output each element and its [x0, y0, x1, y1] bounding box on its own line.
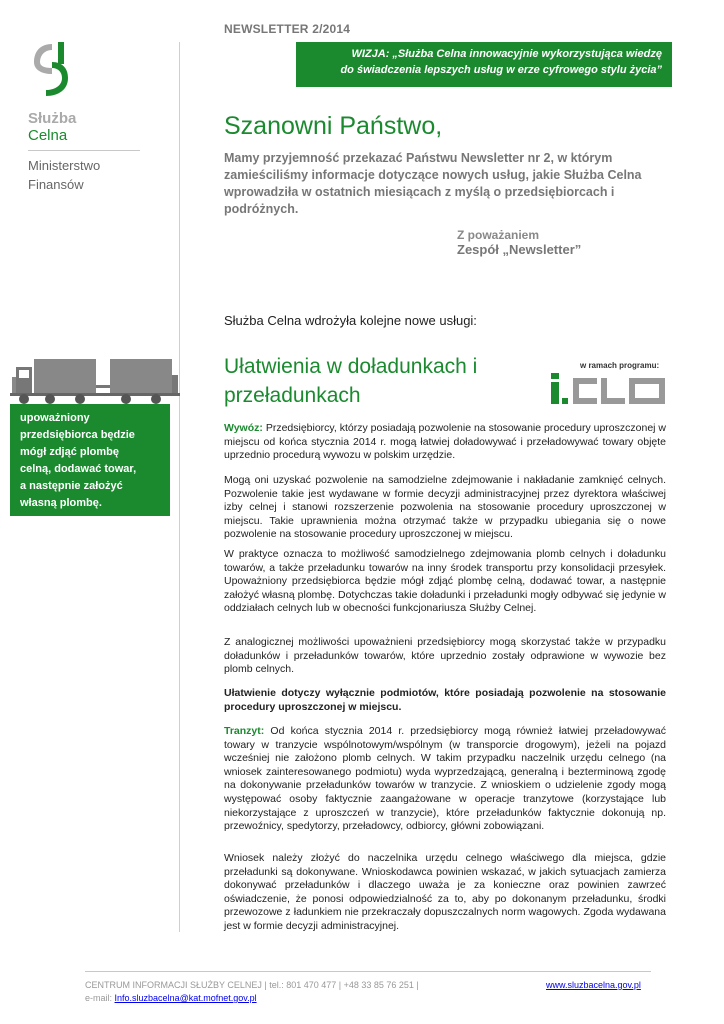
paragraph: W praktyce oznacza to możliwość samodzielnego zdejmowania plomb celnych i doładunku towarów, a także przeładunku towarów na inny środek transportu przy konsolidacji przesyłek. Upoważniony przedsiębiorca będzie mógł zdjąć plombę celną, dodawać towar, a następnie założyć własną plombę. Dotychczas takie doładunki i przeładunki mogły odbywać się jedynie w oddziałach celnych lub w obecności funkcjonariusza Służby Celnej.: [224, 548, 666, 615]
paragraph: Z analogicznej możliwości upoważnieni przedsiębiorcy mogą skorzystać także w przypadku doładunków i przeładunków towarów, które uprzednio zostały odprawione w wywozie bez plomb celnych.: [224, 636, 666, 676]
highlight-line: przedsiębiorca będzie: [20, 429, 135, 441]
brand-name-line-2: Celna: [28, 127, 68, 144]
sluzba-celna-logo-icon: [28, 40, 72, 100]
paragraph: Mogą oni uzyskać pozwolenie na samodzielne zdejmowanie i nakładanie zamknięć celnych. Pozwolenie takie jest wydawane w formie decyzji administracyjnej przez dyrektora właściwej izby celnej i stanowi rozszerzenie pozwolenia na stosowanie procedury uproszczonej w miejscu. Takie uprawnienia można otrzymać także w przypadku ubiegania się o nowe pozwolenie na stosowanie procedury uproszczonej w miejscu.: [224, 474, 666, 541]
section-heading-line-1: Ułatwienia w doładunkach i: [224, 355, 478, 378]
ministry-line-1: Ministerstwo: [28, 158, 101, 173]
intro-paragraph: Mamy przyjemność przekazać Państwu Newsletter nr 2, w którym zamieściliśmy informacje dotyczące nowych usług, jakie Służba Celna wprowadziła w ostatnich miesiącach z myślą o przedsiębiorcach i podróżnych.: [224, 151, 642, 216]
paragraph-transit: [224, 725, 666, 834]
paragraph-text: Od końca stycznia 2014 r. przedsiębiorcy mogą również łatwiej przeładowywać towary w tranzycie wspólnotowym/wspólnym (w transporcie drogowym), jeżeli na pojazd wcześniej nie założono plomb celnych. W takim przypadku naczelnik urzędu celnego (na wniosek zainteresowanego podmiotu) wyda wyprzedzającą, generalną i bezterminową zgodę na dokonywanie przeładunków towarów w tranzycie. Z wnioskiem o udzielenie zgody mogą występować osoby faktycznie zaangażowane w operacje tranzytowe (korzystające lub niekorzystające z uproszczeń w tranzycie), które przeładunków faktycznie dokonują np. przewoźnicy, spedytorzy, przeładowcy, odbiorcy, główni zobowiązani.: [224, 725, 666, 833]
vision-line-2: do świadczenia lepszych usług w erze cyfrowego stylu życia”: [340, 64, 662, 76]
footer-email-label: e-mail:: [85, 993, 113, 1003]
paragraph-lead: Tranzyt:: [224, 725, 265, 737]
paragraph-lead: Wywóz:: [224, 422, 263, 434]
footer-email-link[interactable]: Info.sluzbacelna@kat.mofnet.gov.pl: [114, 993, 257, 1003]
highlight-line: a następnie założyć: [20, 480, 123, 492]
column-divider: [179, 42, 180, 932]
brand-name-line-1: Służba: [28, 110, 77, 127]
brand-divider: [28, 150, 140, 151]
section-heading-line-2: przeładunkach: [224, 384, 361, 407]
highlight-line: upoważniony: [20, 412, 90, 424]
newsletter-label: NEWSLETTER 2/2014: [224, 22, 351, 36]
paragraph-bold: Ułatwienie dotyczy wyłącznie podmiotów, które posiadają pozwolenie na stosowanie procedury uproszczonej w miejscu.: [224, 687, 666, 713]
program-label: w ramach programu:: [580, 361, 660, 370]
paragraph-text: Przedsiębiorcy, którzy posiadają pozwolenie na stosowanie procedury uproszczonej w miejscu od końca stycznia 2014 r. mogą łatwiej doładowywać i przeładowywać towary objęte uprzednio procedurą wywozu w polskim urzędzie.: [224, 422, 666, 462]
vision-banner: [296, 42, 672, 87]
greeting-heading: Szanowni Państwo,: [224, 112, 443, 140]
footer-divider: [85, 971, 651, 972]
paragraph: Wniosek należy złożyć do naczelnika urzędu celnego właściwego dla miejsca, gdzie przeładunki są dokonywane. Wnioskodawca powinien wskazać, w jakich sytuacjach zamierza dokonywać przeładunków i dlaczego uważa je za konieczne oraz powinien zawrzeć oświadczenie, że ponosi odpowiedzialność za to, aby po dokonanym przeładunku, środki przewozowe z ładunkiem nie przekraczały dopuszczalnych norm wagowych. Zgoda wydawana jest w formie decyzji administracyjnej.: [224, 852, 666, 932]
footer-email-line: [85, 993, 257, 1003]
regards-text: Z poważaniem: [457, 228, 540, 242]
ministry-line-2: Finansów: [28, 177, 84, 192]
highlight-line: mógł zdjąć plombę: [20, 446, 120, 458]
vision-line-1: WIZJA: „Służba Celna innowacyjnie wykorzystująca wiedzę: [351, 48, 662, 60]
highlight-line: celną, dodawać towar,: [20, 463, 137, 475]
services-intro: Służba Celna wdrożyła kolejne nowe usługi:: [224, 313, 477, 328]
highlight-box: [10, 404, 170, 516]
footer-contact: CENTRUM INFORMACJI SŁUŻBY CELNEJ | tel.: 801 470 477 | +48 33 85 76 251 |: [85, 980, 419, 990]
truck-trailer-icon: [10, 355, 180, 405]
highlight-line: własną plombę.: [20, 497, 102, 509]
paragraph-export: [224, 422, 666, 463]
iclo-program-logo: [549, 372, 669, 406]
footer-website-link[interactable]: www.sluzbacelna.gov.pl: [546, 980, 641, 990]
team-signature: Zespół „Newsletter”: [457, 242, 582, 257]
